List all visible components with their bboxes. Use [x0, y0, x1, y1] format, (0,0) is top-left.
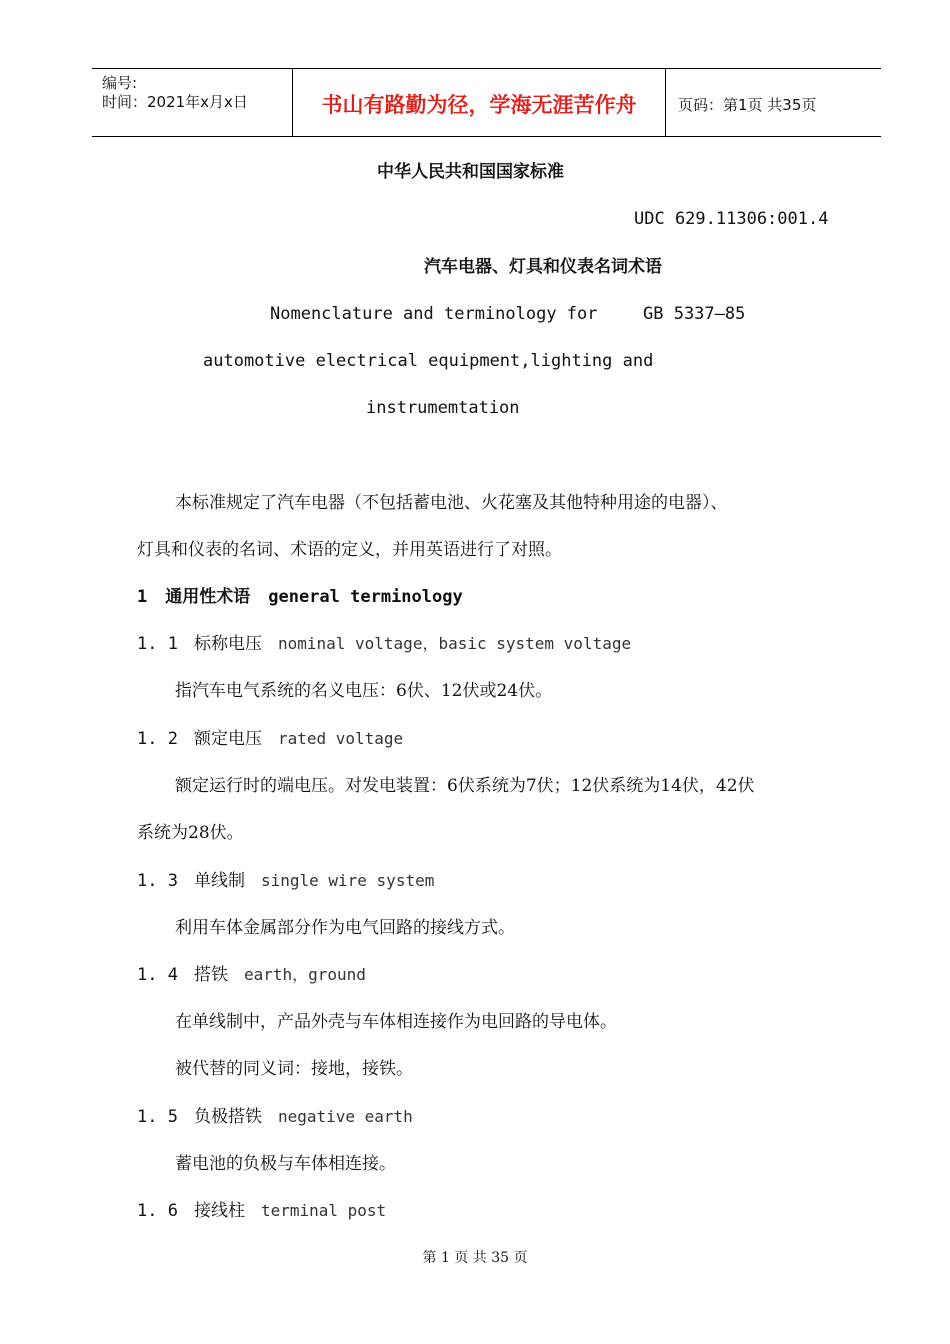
document-title-cn: 汽车电器、灯具和仪表名词术语 — [424, 257, 662, 277]
header-page-info: 页码：第1页 共35页 — [678, 96, 817, 114]
date-line: 时间：2021年x月x日 — [102, 93, 248, 111]
term-number: 1. 6 — [137, 1201, 178, 1221]
term-definition: 被代替的同义词：接地，接铁。 — [175, 1059, 413, 1079]
section-number: 1 — [137, 587, 148, 607]
term-definition: 蓄电池的负极与车体相连接。 — [175, 1154, 396, 1174]
term-cn: 额定电压 — [193, 729, 262, 749]
term-definition: 在单线制中，产品外壳与车体相连接作为电回路的导电体。 — [175, 1012, 617, 1032]
term-en: earth，ground — [243, 965, 366, 984]
term-heading — [137, 1107, 413, 1127]
number-label: 编号: — [102, 74, 138, 92]
term-number: 1. 2 — [137, 729, 178, 749]
document-title-en-line3: instrumemtation — [366, 398, 520, 418]
term-number: 1. 5 — [137, 1107, 178, 1127]
term-en: negative earth — [277, 1107, 413, 1126]
term-en: single wire system — [260, 871, 435, 890]
term-heading — [137, 1201, 386, 1221]
document-title-en-line2: automotive electrical equipment,lighting and — [203, 351, 654, 371]
section-title-en: general terminology — [268, 587, 463, 607]
term-number: 1. 3 — [137, 871, 178, 891]
header-motto-cell — [293, 69, 666, 136]
term-definition: 指汽车电气系统的名义电压：6伏、12伏或24伏。 — [175, 681, 553, 701]
header-page-cell — [666, 69, 881, 136]
section-title-cn: 通用性术语 — [165, 587, 251, 607]
term-number: 1. 4 — [137, 965, 178, 985]
term-en: rated voltage — [277, 729, 404, 748]
section-heading — [137, 587, 463, 607]
term-number: 1. 1 — [137, 634, 178, 654]
term-heading — [137, 871, 434, 891]
document-title-en-line1: Nomenclature and terminology for — [270, 304, 598, 324]
term-en: terminal post — [260, 1201, 387, 1220]
page-footer: 第 1 页 共 35 页 — [422, 1250, 528, 1266]
udc-code: UDC 629.11306:001.4 — [634, 209, 829, 229]
term-cn: 标称电压 — [193, 634, 262, 654]
term-definition: 系统为28伏。 — [137, 823, 244, 843]
term-heading — [137, 965, 366, 985]
term-cn: 接线柱 — [193, 1201, 245, 1221]
document-header — [92, 68, 881, 137]
intro-paragraph-line2: 灯具和仪表的名词、术语的定义，并用英语进行了对照。 — [137, 540, 562, 560]
standard-number: GB 5337—85 — [643, 304, 746, 324]
term-definition: 额定运行时的端电压。对发电装置：6伏系统为7伏；12伏系统为14伏，42伏 — [175, 776, 755, 796]
term-heading — [137, 729, 403, 749]
term-definition: 利用车体金属部分作为电气回路的接线方式。 — [175, 918, 515, 938]
header-meta-cell — [92, 69, 293, 136]
term-cn: 负极搭铁 — [193, 1107, 262, 1127]
motto-text: 书山有路勤为径，学海无涯苦作舟 — [321, 93, 637, 117]
term-cn: 单线制 — [193, 871, 245, 891]
term-cn: 搭铁 — [193, 965, 228, 985]
intro-paragraph-line1: 本标准规定了汽车电器（不包括蓄电池、火花塞及其他特种用途的电器）、 — [175, 493, 728, 513]
national-standard-title: 中华人民共和国国家标准 — [377, 162, 564, 182]
term-en: nominal voltage，basic system voltage — [277, 634, 632, 653]
term-heading — [137, 634, 631, 654]
